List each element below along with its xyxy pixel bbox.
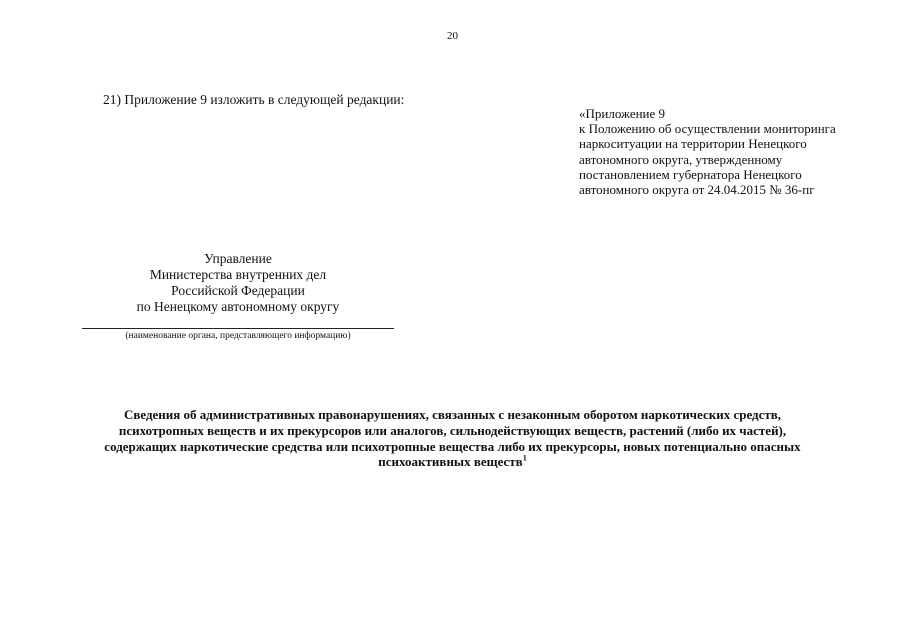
appendix-line: к Положению об осуществлении мониторинга [579,121,836,137]
organization-name [82,251,394,315]
title-line: психотропных веществ и их прекурсоров или аналогов, сильнодействующих веществ, растений (либо их частей), [118,422,787,438]
appendix-reference [579,106,899,197]
organization-caption: (наименование органа, представляющего информацию) [125,331,351,341]
appendix-line: постановлением губернатора Ненецкого [579,166,802,182]
title-last-line [60,454,845,470]
appendix-line: автономного округа, утвержденному [579,151,783,167]
appendix-line: «Приложение 9 [579,106,666,121]
organization-line: Управление [204,251,272,266]
appendix-line: наркоситуации на территории Ненецкого [579,136,807,152]
title-line: содержащих наркотические средства или психотропные вещества либо их прекурсоры, новых потенциально опасных [104,438,801,454]
amendment-text: 21) Приложение 9 изложить в следующей редакции: [103,92,405,107]
document-title [60,407,845,470]
organization-underline [82,328,394,329]
appendix-line: автономного округа от 24.04.2015 № 36-пг [579,182,815,198]
page-number: 20 [447,30,458,42]
title-line: Сведения об административных правонарушениях, связанных с незаконным оборотом наркотических средств, [123,407,782,422]
title-line: психоактивных веществ [378,454,523,470]
organization-line: Российской Федерации [171,283,305,298]
organization-line: Министерства внутренних дел [149,267,327,282]
footnote-mark: 1 [522,454,527,464]
organization-line: по Ненецкому автономному округу [136,299,340,314]
